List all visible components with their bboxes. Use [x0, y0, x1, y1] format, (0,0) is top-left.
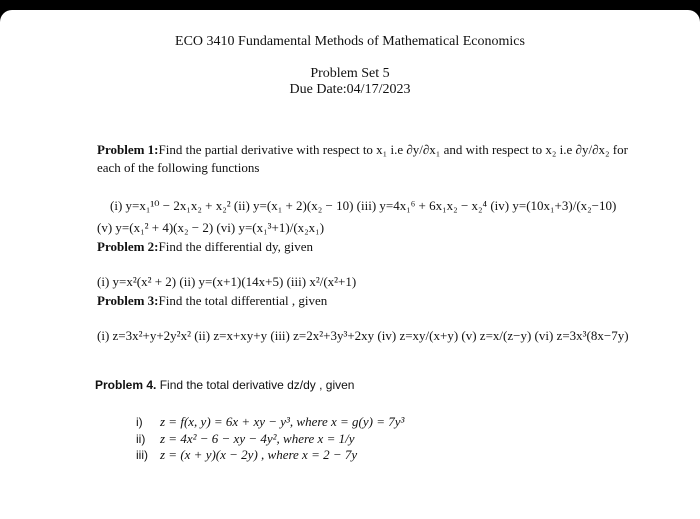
item-expression: z = 4x² − 6 − xy − 4y², where x = 1/y: [160, 431, 355, 446]
problem-1-text: Find the partial derivative with respect to x₁ i.e ∂y/∂x₁ and with respect to x₂ i.e ∂y/∂x₂ for: [158, 142, 628, 157]
problem-3-label: Problem 3:: [97, 293, 159, 308]
problem-4-item: [136, 414, 404, 430]
problem-2-functions: (i) y=x²(x² + 2) (ii) y=(x+1)(14x+5) (iii) x²/(x²+1): [97, 274, 357, 289]
item-expression: z = (x + y)(x − 2y) , where x = 2 − 7y: [160, 447, 358, 462]
problem-1-heading: [97, 142, 628, 158]
problem-set-label: Problem Set 5: [310, 66, 390, 81]
problem-4-heading: [95, 378, 354, 392]
problem-3-heading: [97, 293, 327, 309]
problem-1-text-cont: each of the following functions: [97, 160, 260, 175]
problem-2-heading: [97, 239, 313, 255]
item-expression: z = f(x, y) = 6x + xy − y³, where x = g(y) = 7y³: [160, 414, 405, 429]
problem-3-text: Find the total differential , given: [158, 293, 328, 308]
item-number: iii): [136, 448, 148, 462]
problem-2-label: Problem 2:: [97, 239, 159, 254]
item-number: ii): [136, 432, 146, 446]
problem-3-functions: (i) z=3x²+y+2y²x² (ii) z=x+xy+y (iii) z=2x²+3y³+2xy (iv) z=xy/(x+y) (v) z=x/(z−y) (vi) z=3x³(8x−7y): [97, 328, 629, 343]
problem-2-text: Find the differential dy, given: [158, 239, 314, 254]
item-number: i): [136, 415, 143, 429]
problem-4-item: [136, 447, 357, 463]
course-title: ECO 3410 Fundamental Methods of Mathematical Economics: [175, 34, 525, 49]
problem-4-label: Problem 4.: [95, 378, 157, 392]
problem-1-functions-2: (v) y=(x₁² + 4)(x₂ − 2) (vi) y=(x₁³+1)/(x₂x₁): [97, 220, 325, 235]
problem-4-item: [136, 431, 355, 447]
problem-1-label: Problem 1:: [97, 142, 159, 157]
problem-1-functions-1: (i) y=x₁¹⁰ − 2x₁x₂ + x₂² (ii) y=(x₁ + 2)(x₂ − 10) (iii) y=4x₁⁶ + 6x₁x₂ − x₂⁴ (iv) y=(10x₁+3)/(x₂−10): [110, 198, 617, 213]
due-date: Due Date:04/17/2023: [289, 82, 411, 97]
problem-4-text: Find the total derivative dz/dy , given: [156, 378, 355, 392]
document-page: [0, 10, 700, 519]
